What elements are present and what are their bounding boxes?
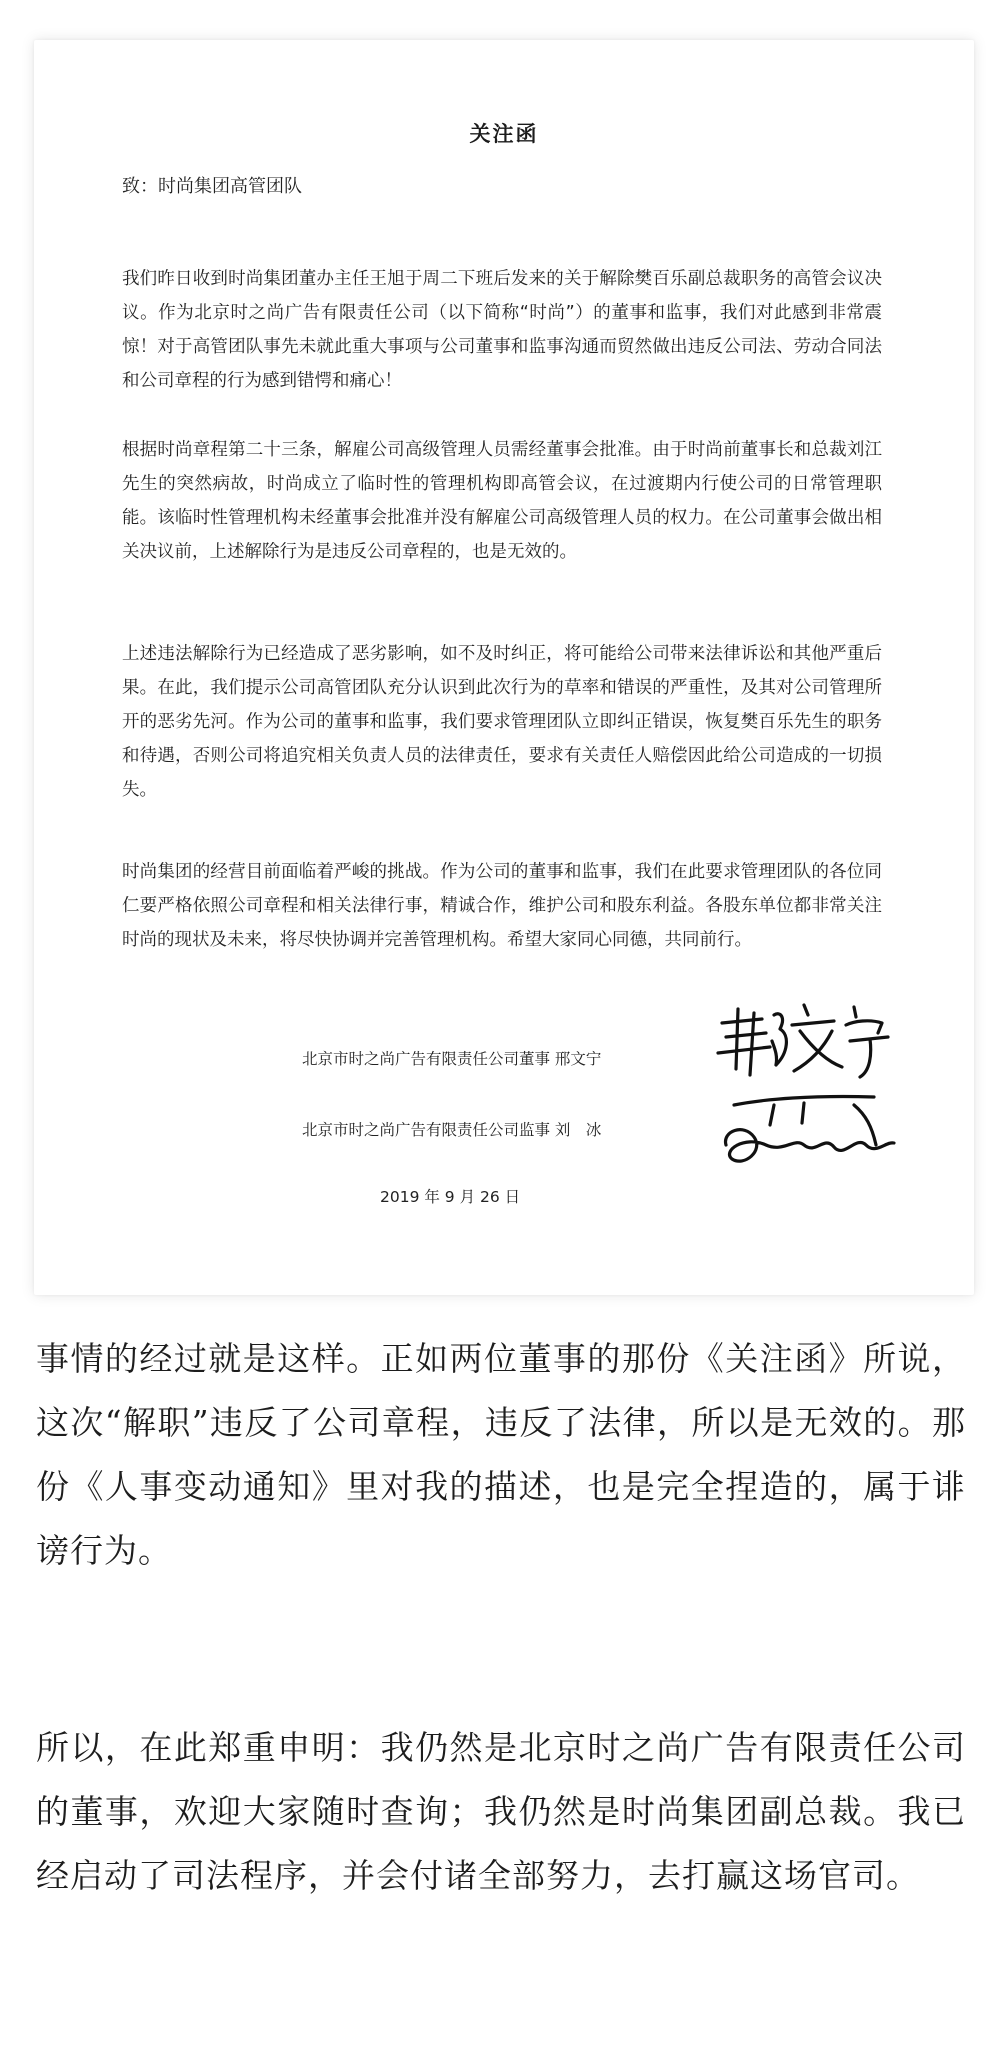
letter-date: 2019 年 9 月 26 日 [380, 1188, 521, 1206]
letter-paragraph-4: 时尚集团的经营目前面临着严峻的挑战。作为公司的董事和监事，我们在此要求管理团队的各位同仁要严格依照公司章程和相关法律行事，精诚合作，维护公司和股东利益。各股东单位都非常关注时尚的现状及未来，将尽快协调并完善管理机构。希望大家同心同德，共同前行。 [122, 862, 882, 950]
handwritten-signatures [704, 995, 924, 1185]
letter-title: 关注函 [469, 122, 539, 146]
director-signature-line: 北京市时之尚广告有限责任公司董事 邢文宁 [302, 1050, 602, 1068]
article-paragraph-2: 所以，在此郑重申明：我仍然是北京时之尚广告有限责任公司的董事，欢迎大家随时查询；我仍然是时尚集团副总裁。我已经启动了司法程序，并会付诸全部努力，去打赢这场官司。 [36, 1728, 966, 1895]
letter-paragraph-1: 我们昨日收到时尚集团董办主任王旭于周二下班后发来的关于解除樊百乐副总裁职务的高管会议决议。作为北京时之尚广告有限责任公司（以下简称“时尚”）的董事和监事，我们对此感到非常震惊！对于高管团队事先未就此重大事项与公司董事和监事沟通而贸然做出违反公司法、劳动合同法和公司章程的行为感到错愕和痛心！ [122, 269, 882, 391]
article-paragraph-1: 事情的经过就是这样。正如两位董事的那份《关注函》所说，这次“解职”违反了公司章程，违反了法律，所以是无效的。那份《人事变动通知》里对我的描述，也是完全捏造的，属于诽谤行为。 [36, 1339, 966, 1570]
letter-paragraph-3: 上述违法解除行为已经造成了恶劣影响，如不及时纠正，将可能给公司带来法律诉讼和其他严重后果。在此，我们提示公司高管团队充分认识到此次行为的草率和错误的严重性，及其对公司管理所开的恶劣先河。作为公司的董事和监事，我们要求管理团队立即纠正错误，恢复樊百乐先生的职务和待遇，否则公司将追究相关负责人员的法律责任，要求有关责任人赔偿因此给公司造成的一切损失。 [122, 644, 882, 800]
letter-paragraph-2: 根据时尚章程第二十三条，解雇公司高级管理人员需经董事会批准。由于时尚前董事长和总裁刘江先生的突然病故，时尚成立了临时性的管理机构即高管会议，在过渡期内行使公司的日常管理职能。该临时性管理机构未经董事会批准并没有解雇公司高级管理人员的权力。在公司董事会做出相关决议前，上述解除行为是违反公司章程的，也是无效的。 [122, 440, 882, 562]
letter-addressee: 致：时尚集团高管团队 [122, 176, 302, 197]
supervisor-signature-line: 北京市时之尚广告有限责任公司监事 刘 冰 [302, 1121, 602, 1139]
scanned-letter [34, 40, 974, 1295]
